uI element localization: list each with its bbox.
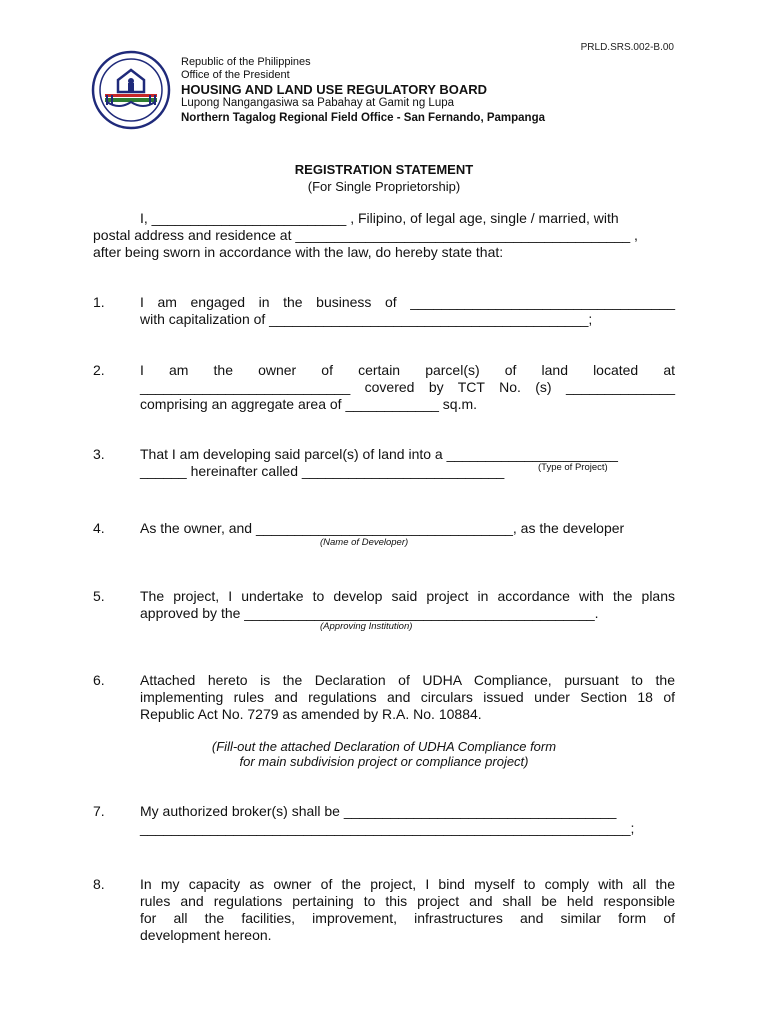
item-7-number: 7. — [93, 803, 105, 819]
intro-line-2: postal address and residence at ___________________________________________ , — [93, 227, 638, 243]
item-8-line-1: In my capacity as owner of the project, I bind myself to comply with all the — [140, 876, 675, 892]
hlurb-seal-icon — [91, 50, 171, 130]
item-7-line-2: _______________________________________________________________; — [140, 820, 635, 836]
item-1-line-2: with capitalization of _________________________________________; — [140, 311, 593, 327]
header-field-office: Northern Tagalog Regional Field Office - San Fernando, Pampanga — [181, 112, 545, 124]
item-5-caption-approving-institution: (Approving Institution) — [320, 621, 413, 632]
item-5-number: 5. — [93, 588, 105, 604]
header-tagalog: Lupong Nangangasiwa sa Pabahay at Gamit ng Lupa — [181, 97, 455, 109]
header-republic: Republic of the Philippines — [181, 56, 311, 68]
item-5-line-2: approved by the _____________________________________________. — [140, 605, 599, 621]
item-4-number: 4. — [93, 520, 105, 536]
header-office: Office of the President — [181, 69, 290, 81]
item-6-line-1: Attached hereto is the Declaration of UDHA Compliance, pursuant to the — [140, 672, 675, 688]
intro-line-1: I, _________________________ , Filipino, of legal age, single / married, with — [140, 210, 619, 226]
form-code: PRLD.SRS.002-B.00 — [580, 42, 674, 53]
document-title: REGISTRATION STATEMENT — [294, 162, 474, 177]
item-5-line-1: The project, I undertake to develop said project in accordance with the plans — [140, 588, 675, 604]
item-4-caption-name-of-developer: (Name of Developer) — [320, 537, 409, 548]
item-3-caption-type-of-project: (Type of Project) — [538, 462, 608, 473]
intro-line-3: after being sworn in accordance with the law, do hereby state that: — [93, 244, 504, 260]
item-8-line-3: for all the facilities, improvement, infrastructures and similar form of — [140, 910, 675, 926]
item-6-note-line-2: for main subdivision project or compliance project) — [239, 754, 529, 769]
item-2-line-2: ___________________________ covered by TCT No. (s) ______________ — [140, 379, 675, 395]
item-2-line-3: comprising an aggregate area of ____________ sq.m. — [140, 396, 478, 412]
item-7-line-1: My authorized broker(s) shall be ___________________________________ — [140, 803, 617, 819]
item-8-line-2: rules and regulations pertaining to this project and shall be held responsible — [140, 893, 675, 909]
document-subtitle: (For Single Proprietorship) — [307, 179, 461, 194]
item-2-number: 2. — [93, 362, 105, 378]
item-3-number: 3. — [93, 446, 105, 462]
item-8-line-4: development hereon. — [140, 927, 272, 943]
item-6-number: 6. — [93, 672, 105, 688]
item-2-line-1: I am the owner of certain parcel(s) of land located at — [140, 362, 675, 378]
item-8-number: 8. — [93, 876, 105, 892]
item-3-line-2: ______ hereinafter called __________________________ — [140, 463, 505, 479]
item-6-line-3: Republic Act No. 7279 as amended by R.A. No. 10884. — [140, 706, 482, 722]
item-6-line-2: implementing rules and regulations and circulars issued under Section 18 of — [140, 689, 675, 705]
header-agency: HOUSING AND LAND USE REGULATORY BOARD — [181, 82, 487, 97]
item-1-number: 1. — [93, 294, 105, 310]
item-1-line-1: I am engaged in the business of __________________________________ — [140, 294, 675, 310]
item-6-note-line-1: (Fill-out the attached Declaration of UDHA Compliance form — [211, 739, 557, 754]
item-4-line-1: As the owner, and _________________________________, as the developer — [140, 520, 625, 536]
item-3-line-1: That I am developing said parcel(s) of land into a ______________________ — [140, 446, 618, 462]
